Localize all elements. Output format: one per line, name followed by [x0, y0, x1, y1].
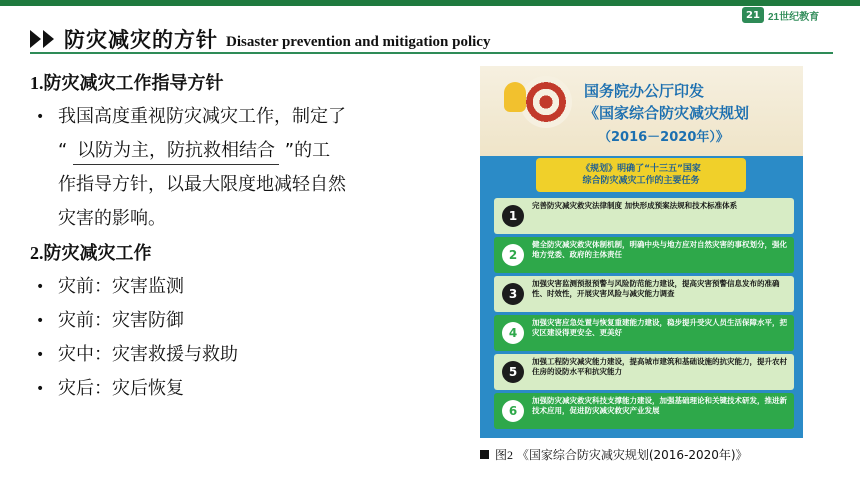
poster-task: 2 健全防灾减灾救灾体制机制，明确中央与地方应对自然灾害的事权划分，强化地方党委、政府的主体责任 [494, 237, 794, 273]
logo-text: 21世纪教育 [768, 11, 820, 23]
poster-task: 6 加强防灾减灾救灾科技支撑能力建设，加强基础理论和关键技术研发，推进新技术应用，促进防灾减灾救灾产业发展 [494, 393, 794, 429]
poster-heading-2: 《国家综合防灾减灾规划 [584, 104, 750, 122]
bullet-item: • 灾前：灾害防御 [36, 310, 184, 331]
square-bullet-icon [480, 450, 489, 459]
figure-caption: 图2 《国家综合防灾减灾规划(2016-2020年)》 [480, 446, 748, 463]
bullet-item: • 灾中：灾害救援与救助 [36, 344, 238, 365]
bullet-item: • 灾后：灾后恢复 [36, 378, 184, 399]
title-english: Disaster prevention and mitigation policy [226, 34, 491, 50]
main-text [30, 66, 450, 406]
fill-in-blank: 以防为主，防抗救相结合 [73, 138, 279, 165]
top-accent-bar [0, 0, 860, 6]
poster-task: 3 加强灾害监测预报预警与风险防范能力建设，提高灾害预警信息发布的准确性、时效性，开展灾害风险与减灾能力调查 [494, 276, 794, 312]
section2-heading: 2.防灾减灾工作 [30, 243, 152, 264]
poster-task: 5 加强工程防灾减灾能力建设，提高城市建筑和基础设施的抗灾能力，提升农村住房的设防水平和抗灾能力 [494, 354, 794, 390]
poster-banner: 《规划》明确了“十三五”国家 综合防灾减灾工作的主要任务 [536, 158, 746, 192]
logo [742, 4, 832, 26]
poster-header [480, 66, 803, 156]
poster-heading-3: （2016－2020年）》 [598, 130, 729, 145]
bullet-item: • 灾前：灾害监测 [36, 276, 184, 297]
logo-mark-icon: 21 [742, 7, 764, 23]
poster-task: 4 加强灾害应急处置与恢复重建能力建设，稳步提升受灾人员生活保障水平，把灾区建设得更安全、更美好 [494, 315, 794, 351]
policy-poster-image [480, 66, 803, 438]
target-icon [520, 76, 572, 128]
title-underline [30, 52, 833, 54]
poster-heading-1: 国务院办公厅印发 [584, 82, 705, 100]
double-chevron-icon [30, 30, 56, 48]
bullet-policy: • 我国高度重视防灾减灾工作，制定了 “ 以防为主，防抗救相结合 ”的工 作指导方针，以最大限度地减轻自然 灾害的影响。 [36, 106, 346, 229]
title-chinese: 防灾减灾的方针 [64, 28, 218, 52]
lightbulb-icon [504, 82, 526, 112]
poster-task: 1 完善防灾减灾救灾法律制度 加快形成预案法规和技术标准体系 [494, 198, 794, 234]
slide-title [30, 14, 490, 54]
section1-heading: 1.防灾减灾工作指导方针 [30, 73, 224, 94]
